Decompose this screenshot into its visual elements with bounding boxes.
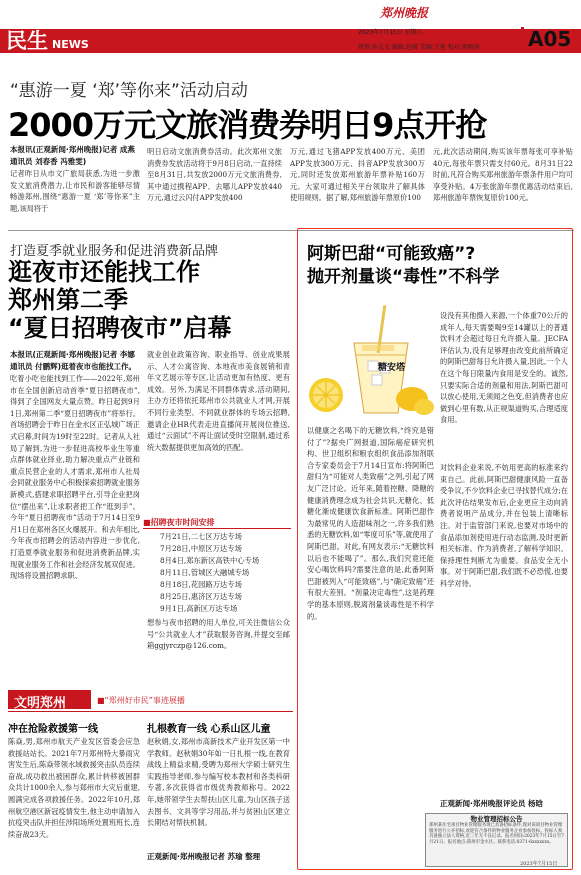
page-number-bar [521,27,524,47]
page-number: A05 [528,27,572,51]
notice-footer: 2023年7月15日 [520,861,558,867]
wenming-title: 文明郑州 [14,696,67,711]
schedule-item: 7月28日,中原区万达专场 [160,544,242,553]
story3-col-right: 对饮料企业来说,不妨用更高的标准来约束自己。此前,阿斯巴甜健康风险一直备受争议,不少饮料企业已寻找替代成分;在此次评估结果发布后,企业更应主动向消费者说明产品成分,并在包装上清晰标注。对于监管部门来说,也要对市场中的食品添加剂使用进行动态监测,及时更新相关标准。作为消费者,了解科学知识、保持理性判断尤为重要。食品安全无小事。对于阿斯巴甜,我们既不必恐慌,也要科学对待。 [440,463,568,588]
story1-col4: 元,此次活动期间,购买该年票每张可享补贴40元,每张年票只需支付60元。8月31日22时前,凡符合购买郑州旅游年票条件用户均可享受补贴。4万张旅游年票优惠活动结束后,郑州旅游年票恢复原价100元。 [433,147,573,203]
story2-kicker: 打造夏季就业服务和促进消费新品牌 [10,244,219,259]
issue-date: 2023年7月15日 星期六 [358,29,423,36]
schedule-item: 7月21日,二七区万达专场 [160,532,242,541]
schedule-divider [143,528,291,529]
story3-col-left: 以健康之名喝下的无糖饮料,“终究是错付了”?据央广网报道,国际癌症研究机构、世卫组织和粮农组织食品添加剂联合专家委员会于7月14日宣布:将阿斯巴甜归为“可能对人类致癌”之列,引起了网友广泛讨论。近年来,随着控糖、降糖的健康消费理念成为社会共识,无糖化、低糖化渐成健康饮食新标准。阿斯巴甜作为最常见的人造甜味剂之一,许多我们熟悉的无糖饮料,如“零度可乐”等,就使用了阿斯巴甜。对此,有网友表示:“无糖饮料以后也不能喝了”。那么,我们究竟还能安心喝饮料吗?需要注意的是,此番阿斯巴甜被列入“可能致癌”,与“确定致癌”还有很大差别。“剂量决定毒性”,这是药理学的基本原则,脱离剂量谈毒性是不科学的。 [307,426,434,621]
story2-headline-line1: 逛夜市还能找工作 [8,258,200,286]
wenming-story-a-text: 陈焱,男,郑州市航天产业发区管委会应急救援站站长。2021年7月郑州特大暴雨灾害发生后,陈焱带领水域救援突击队员连续奋战,成功救出被困群众,累计转移被困群众共计1000余人,参与郑州市大灾后重建,圆满完成各项救援任务。2022年10月,郑州航空港区新冠疫情发生,他主动申请加入抗疫突击队并担任涉阳场所处置班班长,连续奋战23天。 [8,737,140,839]
lemon-slice-icon [309,378,343,412]
wenming-subtitle: ■“郑州好市民”事迹展播 [97,696,185,705]
story2-col2-end: 想参与夜市招聘的用人单位,可关注微信公众号“公共就业人才”获取服务咨询,并提交至邮箱ggjyrczp@126.com。 [147,618,290,651]
story2-col1: 吃着小吃也能找到工作——2022年,郑州市在全国创新启动首季“夏日招聘夜市”,得到了全国网友大量点赞。昨日起到9月1日,郑州第二季“夏日招聘夜市”将举行。首场招聘会于昨日在金水区正弘城广场正式启幕,时间为19时至22时。记者从人社局了解到,为进一步促进高校毕业生等重点群体就业择业,助力解决重点产业链和重点民营企业的人才需求,郑州市人社局会同就业服务中心积极探索招聘就业服务新模式,搭建求职招聘平台,引导企业把岗位“摆出来”,让求职者把工作“逛到手”。今年“夏日招聘夜市”活动于7月14日至9月1日在郑州各区火爆展开。和去年相比,今年夜市招聘会的活动内容进一步优化,打造夏季就业服务和促进消费新品牌,实现就业服务工作和社会经济发展双促进。现场将设置招聘求职、 [10,374,140,581]
schedule-item: 8月11日,管城区大融城专场 [160,568,250,577]
lemon-icon [396,387,434,415]
story1-col3: 万元,通过飞猪APP发放400万元、美团APP发放300万元、抖音APP发放300万元,同时还发放郑州旅游年票补贴160万元。大家可通过相关平台领取并了解具体使用规则。据了解,郑州旅游年票原价100 [290,147,425,203]
story1-col1: 记者昨日从市文广旅局获悉,为进一步激发文旅消费潜力,让市民和游客能够尽情畅游郑州,围绕“惠游一夏 ‘郑’等你来”主题,该局将于 [10,169,140,213]
story2-headline-line3: “夏日招聘夜市”启幕 [8,314,232,342]
section-title: 民生 [6,29,48,53]
story1-col2: 明日启动文旅消费券活动。此次郑州文旅消费券发放活动将于9月8日启动,一直持续至8月31日,共发放2000万元文旅消费券,其中通过携程APP、去哪儿APP发放440万元,通过云闪付APP发放400 [147,147,282,203]
newspaper-logo: 郑州晚报 [380,6,429,20]
story1-byline: 本报讯(正观新闻·郑州晚报)记者 成燕 通讯员 刘春香 冯雅雯) [10,145,135,166]
section-title-en: NEWS [52,38,89,51]
story3-headline-line2: 抛开剂量谈“毒性”不科学 [307,267,500,287]
story1-kicker: “惠游一夏 ‘郑’等你来”活动启动 [10,81,248,101]
story1-headline: 2000万元文旅消费券明日9点开抢 [8,106,487,144]
story3-byline: 正观新闻·郑州晚报评论员 杨晗 [440,799,543,808]
wenming-story-b-headline: 扎根教育一线 心系山区儿童 [147,724,271,735]
wenming-story-b-text: 赵秋娟,女,郑州市高新技术产业开发区第一中学教师。赵秋娟30年如一日扎根一线,在教育战线上精益求精,受聘为郑州大学硕士研究生实践指导老师,参与编写校本教材和各类科研专著,多次获得省市级优秀教师称号。2022年,她带领学生去帮扶山区儿童,为山区孩子送去图书、文具等学习用品,并与贫困山区建立长期结对帮扶机制。 [147,737,290,828]
notice-body: 郑州某住宅项目物业管理服务现已具备招标条件,现对该项目物业管理服务进行公开招标,欢迎符合条件的物业服务企业参加投标。投标人须具备独立法人资格,近三年无不良记录。报名时间:2023年7月15日至7月21日。报名地点:郑州市金水区。联系电话:0371-6xxxxxxx。 [429,823,564,845]
schedule-item: 8月18日,花园路万达专场 [160,580,242,589]
wenming-story-b-byline: 正观新闻·郑州晚报记者 苏瑜 整理 [147,852,261,861]
story2-byline: 本报讯(正观新闻·郑州晚报)记者 李娜 通讯员 付鹏辉)逛着夜市也能找工作。 [10,350,137,371]
story3-col-top-right: 设没有其他摄入来源,一个体重70公斤的成年人,每天需要喝9至14罐以上的普通饮料才会超过每日允许摄入量。JECFA评估认为,没有足够理由改变此前所确定的阿斯巴甜每日允许摄入量,因此,一个人在这个每日限量内食用是安全的。诚然,只要实际合适的剂量和用法,阿斯巴甜可以放心使用,无须闻之色变,但消费者也应做到心里有数,从正规渠道购买,合理适度食用。 [440,311,568,425]
schedule-item: 8月4日,郑东新区高铁中心专场 [160,556,260,565]
illustration-label: 糖安塔 [378,363,406,373]
wenming-divider [8,711,293,712]
story2-col2: 就业创业政策咨询、职业指导、创业成果展示、人才公寓咨询、本地夜市美食展销和青年文艺展示等专区,让活动更加有热度、更有成效。另外,为满足不同群体需求,活动期间,主办方还将依托郑州市公共就业人才网,开展不同行业类型、不同就业群体的专场云招聘,邀请企业HR代表走进直播间开展岗位推送,通过“云面试”不再让面试受时空限制,通过系统大数据提供更加高效的匹配。 [147,350,290,452]
notice-title: 物业管理招标公告 [470,815,523,823]
sugar-tower-illustration [306,303,434,421]
story3-headline-line1: 阿斯巴甜“可能致癌”? [307,244,476,264]
schedule-item: 9月1日,高新区万达专场 [160,604,238,613]
schedule-item: 8月25日,惠济区万达专场 [160,592,242,601]
wenming-story-a-headline: 冲在抢险救援第一线 [8,724,98,735]
editor-credits: 统筹:孙友文 编辑:赵媛 美编:王艳 校对:郭晓南 [358,44,480,51]
schedule-title: ■招聘夜市时间安排 [143,518,215,527]
story2-headline-line2: 郑州第二季 [8,286,128,314]
